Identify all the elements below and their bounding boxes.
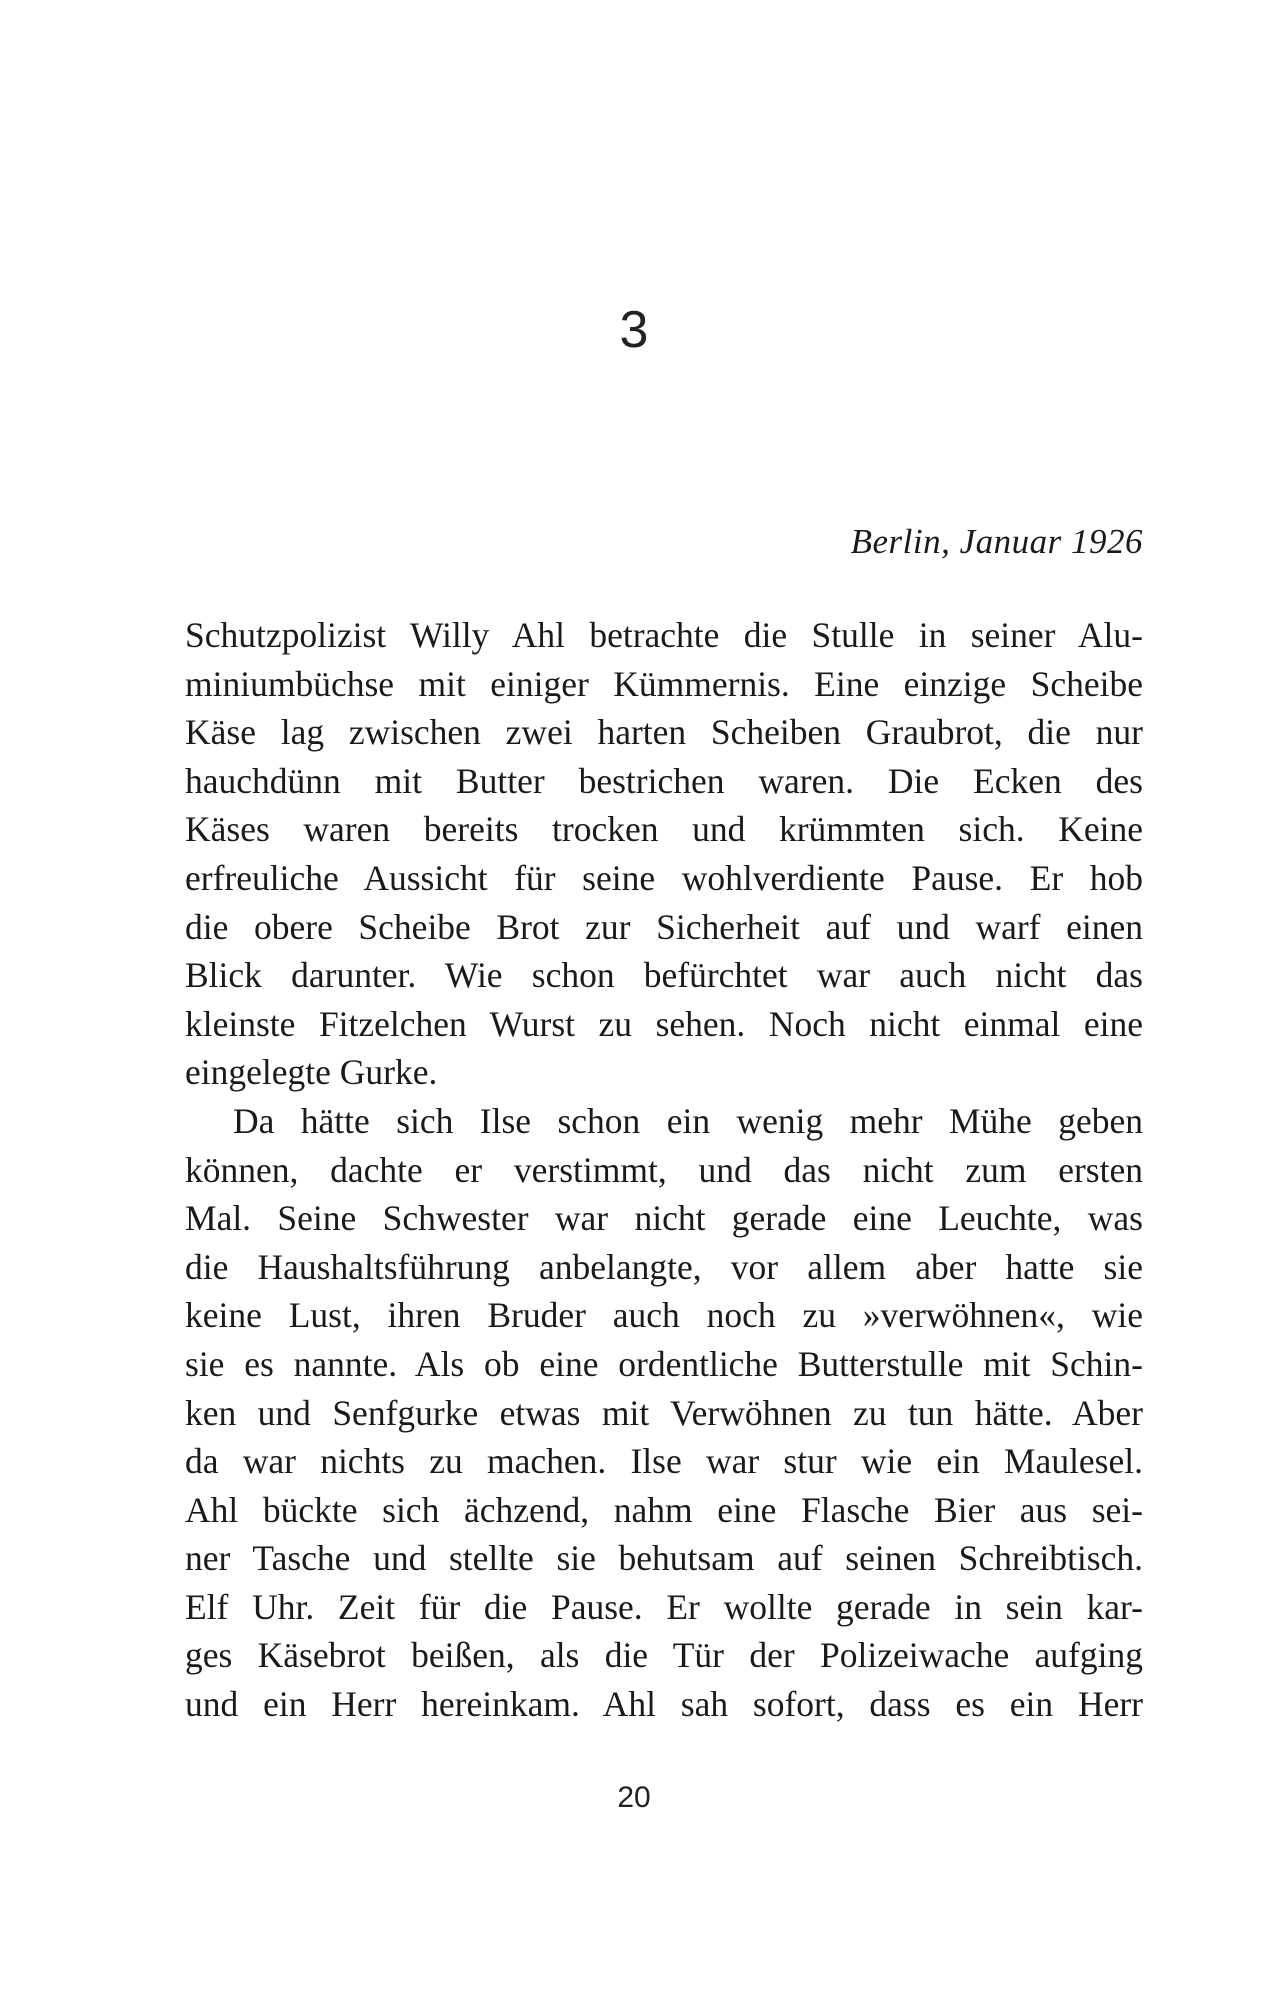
page-number: 20: [617, 1781, 651, 1814]
chapter-dateline: Berlin, Januar 1926: [850, 522, 1143, 561]
text-line: Schutzpolizist Willy Ahl betrachte die Stulle in seiner Alu-: [185, 615, 1143, 655]
text-line: Blick darunter. Wie schon befürchtet war auch nicht das: [185, 955, 1143, 996]
text-line: Da hätte sich Ilse schon ein wenig mehr Mühe geben: [233, 1100, 1143, 1141]
text-line: ner Tasche und stellte sie behutsam auf seinen Schreibtisch.: [185, 1538, 1143, 1579]
text-line: keine Lust, ihren Bruder auch noch zu »verwöhnen«, wie: [185, 1295, 1143, 1336]
text-line: kleinste Fitzelchen Wurst zu sehen. Noch nicht einmal eine: [185, 1003, 1143, 1044]
text-line: hauchdünn mit Butter bestrichen waren. Die Ecken des: [185, 760, 1143, 801]
body-text: [185, 611, 1143, 1729]
text-line: ges Käsebrot beißen, als die Tür der Polizeiwache aufging: [185, 1635, 1143, 1676]
text-line: die Haushaltsführung anbelangte, vor allem aber hatte sie: [185, 1246, 1143, 1287]
text-line: Käse lag zwischen zwei harten Scheiben Graubrot, die nur: [185, 712, 1143, 753]
text-line: Elf Uhr. Zeit für die Pause. Er wollte gerade in sein kar-: [185, 1586, 1143, 1627]
text-line: sie es nannte. Als ob eine ordentliche Butterstulle mit Schin-: [185, 1343, 1143, 1384]
text-line: ken und Senfgurke etwas mit Verwöhnen zu tun hätte. Aber: [185, 1392, 1143, 1433]
text-line: da war nichts zu machen. Ilse war stur wie ein Maulesel.: [185, 1441, 1143, 1482]
chapter-number: 3: [619, 301, 649, 359]
text-line: Käses waren bereits trocken und krümmten sich. Keine: [185, 809, 1143, 850]
text-line: eingelegte Gurke.: [185, 1052, 438, 1093]
text-line: und ein Herr hereinkam. Ahl sah sofort, dass es ein Herr: [185, 1684, 1143, 1725]
text-line: Mal. Seine Schwester war nicht gerade eine Leuchte, was: [185, 1198, 1143, 1239]
text-line: die obere Scheibe Brot zur Sicherheit auf und warf einen: [185, 906, 1143, 947]
paragraph: [185, 611, 1143, 1097]
text-line: erfreuliche Aussicht für seine wohlverdiente Pause. Er hob: [185, 857, 1143, 898]
text-line: miniumbüchse mit einiger Kümmernis. Eine einzige Scheibe: [185, 663, 1143, 704]
paragraph: [185, 1097, 1143, 1729]
text-line: können, dachte er verstimmt, und das nicht zum ersten: [185, 1149, 1143, 1190]
text-line: Ahl bückte sich ächzend, nahm eine Flasche Bier aus sei-: [185, 1489, 1143, 1530]
